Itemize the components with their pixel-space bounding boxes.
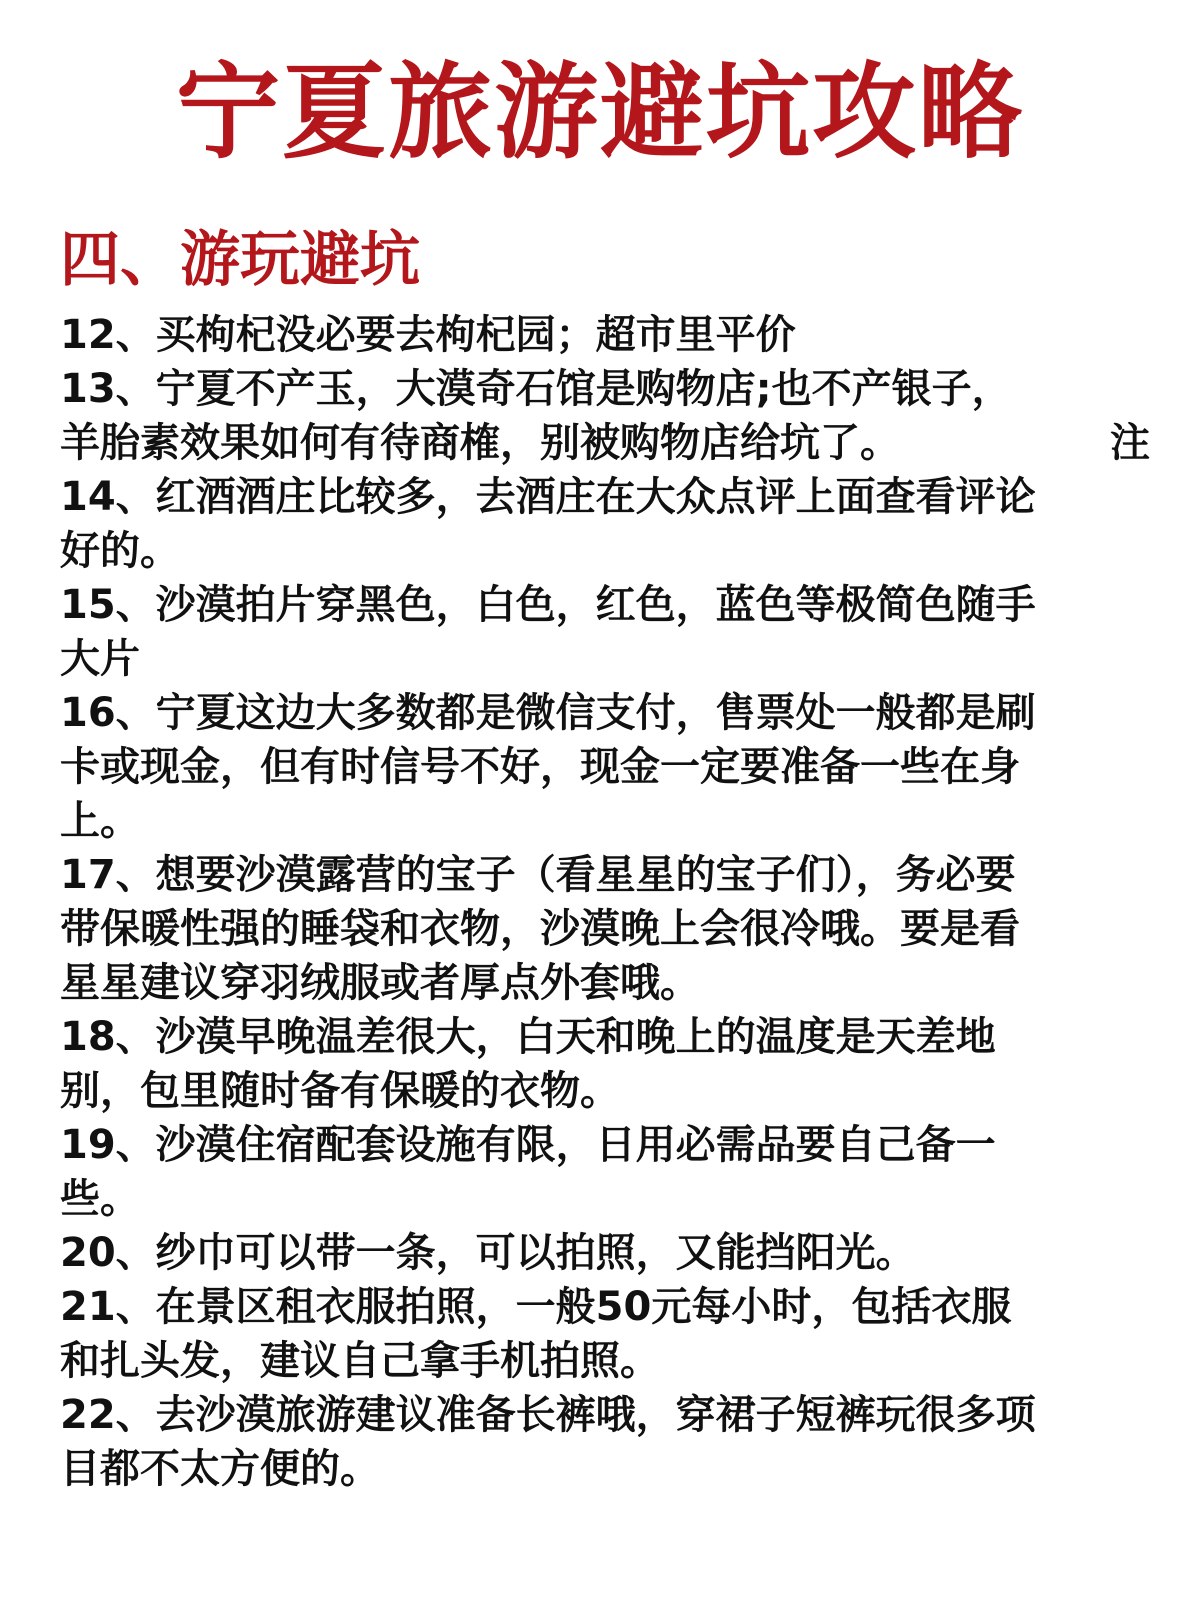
- list-line: 上。: [60, 798, 140, 844]
- list-line: 15、沙漠拍片穿黑色，白色，红色，蓝色等极简色随手: [60, 582, 1036, 628]
- list-line: 12、买枸杞没必要去枸杞园；超市里平价: [60, 312, 796, 358]
- list-line: 些。: [60, 1176, 140, 1222]
- list-line: 卡或现金，但有时信号不好，现金一定要准备一些在身: [60, 744, 1020, 790]
- page-title: 宁夏旅游避坑攻略: [175, 51, 1024, 173]
- list-line: 好的。: [60, 528, 180, 574]
- list-line: 大片: [60, 636, 140, 682]
- list-line: 16、宁夏这边大多数都是微信支付，售票处一般都是刷: [60, 690, 1036, 736]
- list-line: 21、在景区租衣服拍照，一般50元每小时，包括衣服: [60, 1284, 1012, 1330]
- list-line: 别，包里随时备有保暖的衣物。: [60, 1068, 620, 1114]
- tips-list: [60, 308, 1150, 1496]
- list-line: 19、沙漠住宿配套设施有限，日用必需品要自己备一: [60, 1122, 996, 1168]
- list-line: 13、宁夏不产玉，大漠奇石馆是购物店;也不产银子，: [60, 366, 1012, 412]
- list-line: 和扎头发，建议自己拿手机拍照。: [60, 1338, 660, 1384]
- list-line-trailing-text: 注: [1110, 420, 1150, 466]
- list-line: 22、去沙漠旅游建议准备长裤哦，穿裙子短裤玩很多项: [60, 1392, 1036, 1438]
- list-line: 星星建议穿羽绒服或者厚点外套哦。: [60, 960, 700, 1006]
- section-heading: 四、游玩避坑: [60, 225, 420, 295]
- list-line-text: 羊胎素效果如何有待商榷，别被购物店给坑了。: [60, 420, 900, 466]
- list-line: 带保暖性强的睡袋和衣物，沙漠晚上会很冷哦。要是看: [60, 906, 1020, 952]
- list-line: 17、想要沙漠露营的宝子（看星星的宝子们），务必要: [60, 852, 1016, 898]
- list-line: 目都不太方便的。: [60, 1446, 380, 1492]
- list-line: 18、沙漠早晚温差很大，白天和晚上的温度是天差地: [60, 1014, 996, 1060]
- list-line: 20、纱巾可以带一条，可以拍照，又能挡阳光。: [60, 1230, 916, 1276]
- list-line: [60, 416, 1150, 470]
- list-line: 14、红酒酒庄比较多，去酒庄在大众点评上面查看评论: [60, 474, 1036, 520]
